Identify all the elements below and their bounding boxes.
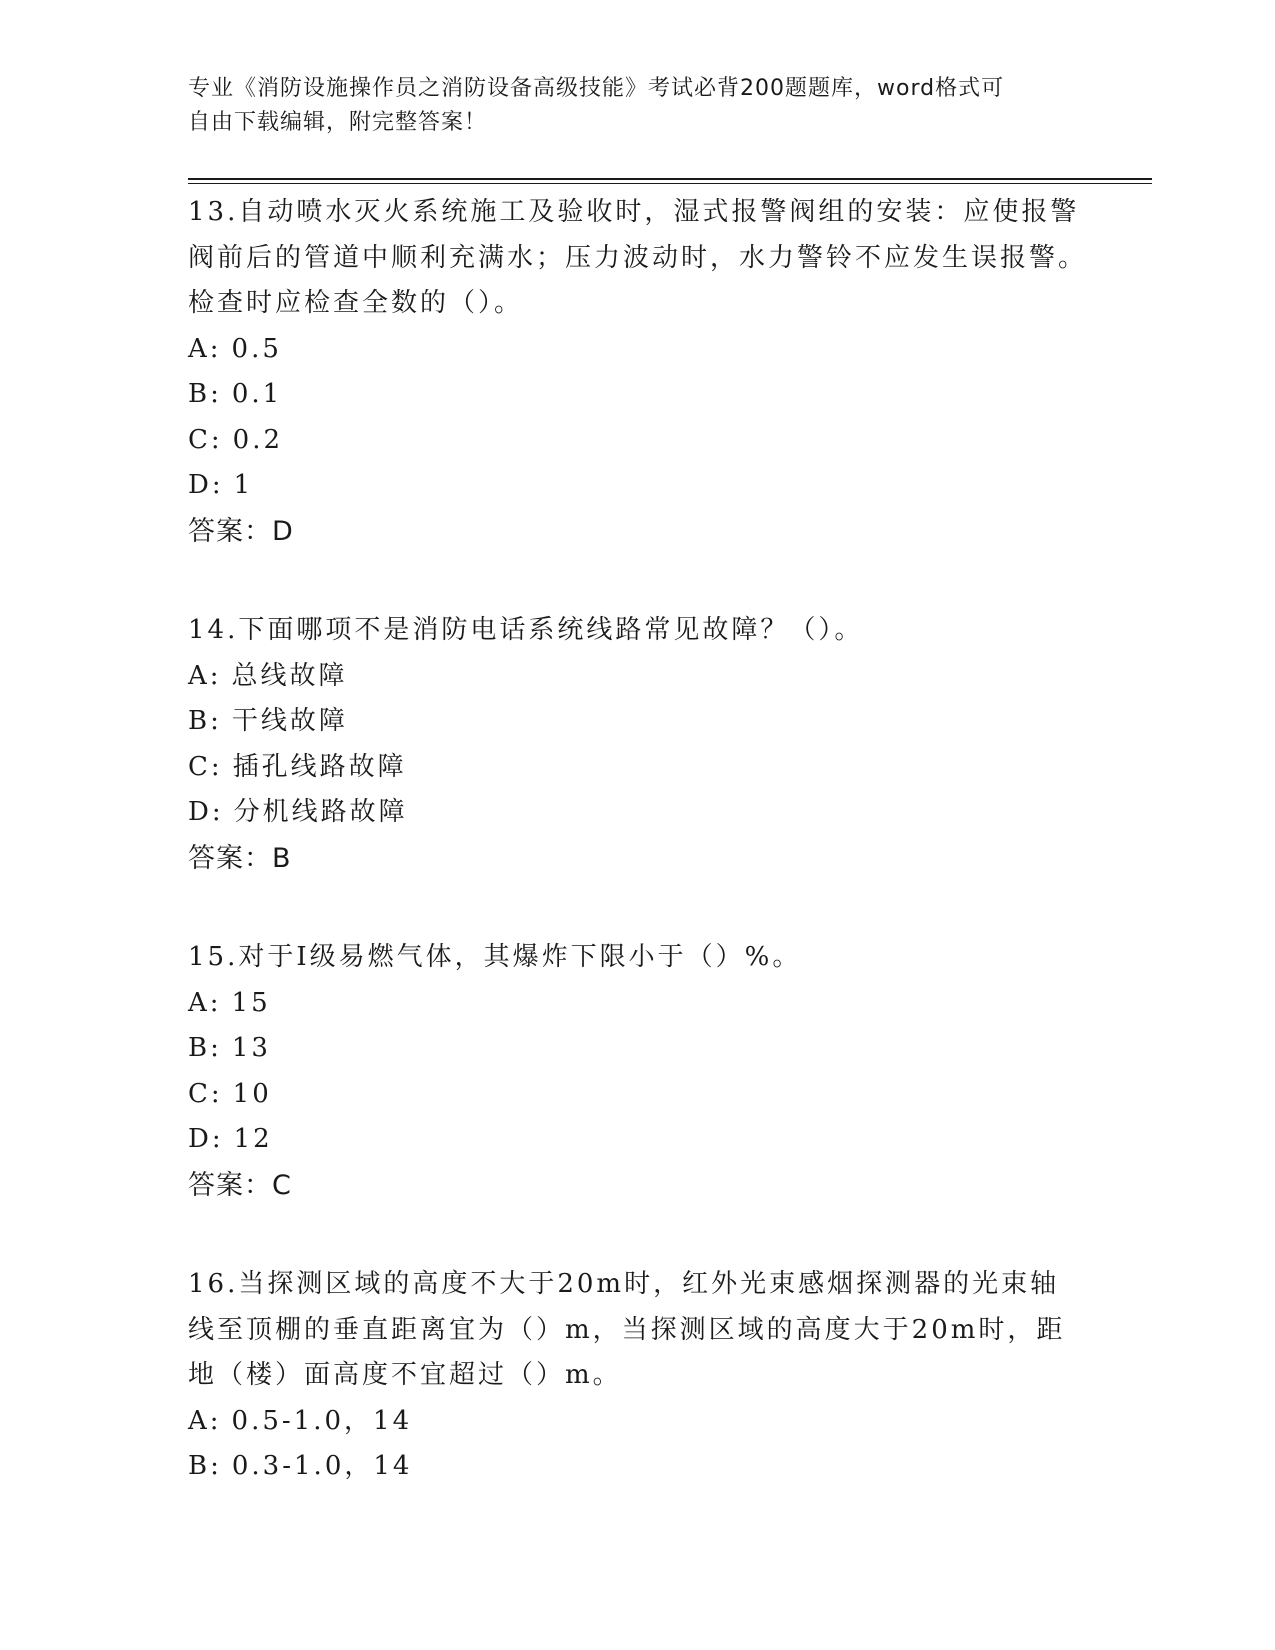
option-text: 10 (232, 1078, 272, 1109)
question-text: 14.下面哪项不是消防电话系统线路常见故障？（）。 (188, 615, 864, 645)
header-divider-thin (188, 183, 1152, 184)
option-text: 干线故障 (231, 706, 348, 736)
option-d (188, 1117, 1088, 1163)
question-14 (188, 608, 1088, 881)
question-13 (188, 190, 1088, 554)
option-letter: B (188, 706, 211, 736)
option-letter: B (188, 379, 211, 409)
answer-line: 答案：D (188, 515, 294, 547)
option-letter: A (188, 1405, 210, 1436)
option-text: 12 (233, 1124, 273, 1154)
question-list (188, 190, 1088, 1544)
option-separator: : (211, 797, 224, 827)
option-b (188, 1444, 1088, 1490)
question-text: 16.当探测区域的高度不大于20m时，红外光束感烟探测器的光束轴线至顶棚的垂直距离宜为（）m，当探测区域的高度大于20m时，距地（楼）面高度不宜超过（）m。 (188, 1269, 1066, 1390)
option-letter: C (188, 424, 211, 455)
option-separator: : (211, 470, 224, 500)
option-letter: A (188, 333, 210, 364)
option-separator: : (211, 1124, 224, 1154)
option-c (188, 418, 1088, 464)
option-letter: B (188, 1033, 211, 1063)
option-separator: : (209, 987, 222, 1018)
option-a (188, 1399, 1088, 1445)
answer-line: 答案：C (188, 1169, 292, 1201)
option-letter: C (188, 751, 211, 782)
option-text: 15 (231, 987, 271, 1018)
option-separator: : (210, 1451, 222, 1481)
option-letter: C (188, 1078, 211, 1109)
option-separator: : (209, 660, 222, 691)
option-letter: A (188, 987, 210, 1018)
option-text: 总线故障 (231, 660, 348, 691)
option-separator: : (209, 333, 222, 364)
option-letter: D (188, 1124, 212, 1154)
option-text: 13 (231, 1033, 271, 1063)
option-letter: D (188, 797, 212, 827)
question-text: 15.对于Ⅰ级易燃气体，其爆炸下限小于（）%。 (188, 942, 802, 972)
option-b (188, 699, 1088, 745)
option-letter: D (188, 470, 212, 500)
header-line-2: 自由下载编辑，附完整答案！ (188, 110, 488, 135)
option-a (188, 981, 1088, 1027)
option-letter: B (188, 1451, 211, 1481)
option-d (188, 463, 1088, 509)
document-header (188, 72, 1068, 140)
option-b (188, 372, 1088, 418)
question-16 (188, 1262, 1088, 1490)
option-d (188, 790, 1088, 836)
option-text: 0.5-1.0，14 (231, 1405, 413, 1436)
option-letter: A (188, 660, 210, 691)
header-divider-thick (188, 178, 1152, 180)
option-c (188, 745, 1088, 791)
option-text: 分机线路故障 (233, 797, 408, 827)
option-separator: : (210, 751, 223, 782)
option-text: 0.5 (231, 333, 282, 364)
option-c (188, 1072, 1088, 1118)
header-line-1: 专业《消防设施操作员之消防设备高级技能》考试必背200题题库，word格式可 (188, 76, 1005, 101)
option-a (188, 654, 1088, 700)
option-separator: : (210, 1033, 222, 1063)
option-text: 0.3-1.0，14 (231, 1451, 413, 1481)
option-separator: : (210, 424, 223, 455)
option-separator: : (209, 1405, 222, 1436)
option-separator: : (210, 1078, 223, 1109)
option-separator: : (210, 379, 222, 409)
question-text: 13.自动喷水灭火系统施工及验收时，湿式报警阀组的安装：应使报警阀前后的管道中顺利充满水；压力波动时，水力警铃不应发生误报警。检查时应检查全数的（）。 (188, 197, 1088, 318)
option-a (188, 327, 1088, 373)
option-text: 0.1 (231, 379, 283, 409)
option-text: 插孔线路故障 (232, 751, 407, 782)
option-text: 0.2 (232, 424, 284, 455)
option-b (188, 1026, 1088, 1072)
answer-line: 答案：B (188, 842, 292, 874)
option-text: 1 (233, 470, 254, 500)
option-separator: : (210, 706, 222, 736)
question-15 (188, 935, 1088, 1208)
